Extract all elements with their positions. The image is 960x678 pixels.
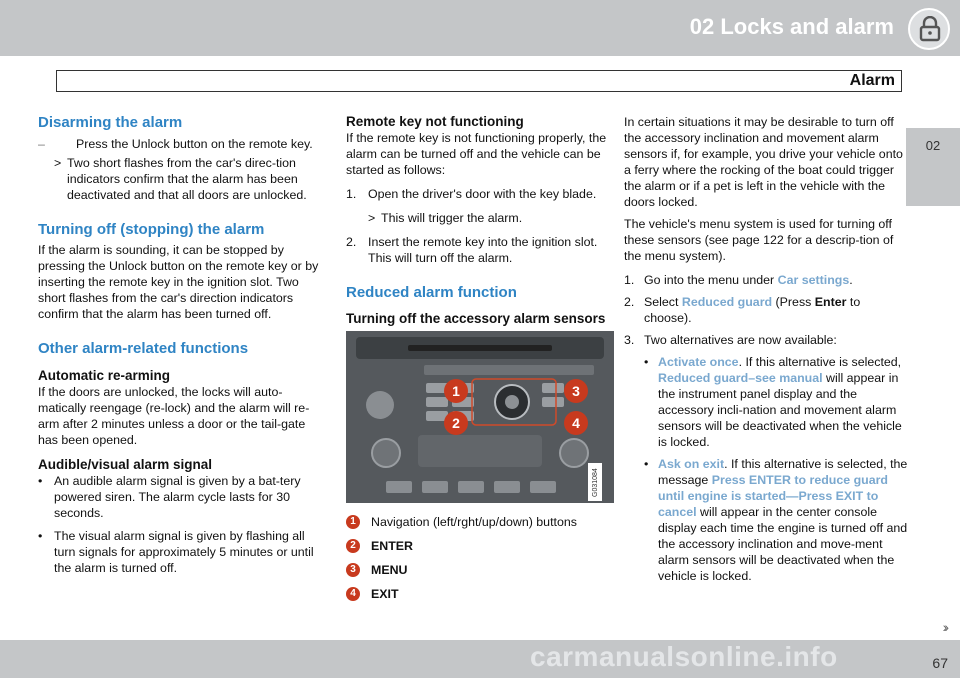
side-tab-label: 02 xyxy=(925,138,941,153)
figure-legend xyxy=(346,510,618,606)
bullet-marker: • xyxy=(644,457,649,471)
activate-once-label: Activate once xyxy=(658,355,739,369)
car-settings-menu-item: Car settings xyxy=(777,273,850,287)
remote-step-1-text: Open the driver's door with the key blade. xyxy=(368,187,597,201)
callout-3: 3 xyxy=(564,379,588,403)
option-text: will appear in the center console display each time the engine is turned off and the accessory inclination and move-ment alarm sensors will be deactivated when the vehicle is locked. xyxy=(658,505,908,583)
option-text: will appear in the instrument panel display and the accessory incli-nation and movement alarm sensors will be deactivated when the vehicle is locked. xyxy=(658,371,902,449)
menu-step-2-text xyxy=(644,294,910,326)
remote-step-2-text: Insert the remote key into the ignition slot. This will turn off the alarm. xyxy=(368,235,598,265)
signal-bullet-2 xyxy=(38,528,322,576)
press-enter-message: Press ENTER to reduce guard until engine is started—Press EXIT to cancel xyxy=(658,473,889,519)
reduced-guard-message: Reduced guard–see manual xyxy=(658,371,823,385)
legend-text: MENU xyxy=(371,563,408,577)
callout-4: 4 xyxy=(564,411,588,435)
heading-reduced-alarm: Reduced alarm function xyxy=(346,284,517,301)
legend-item xyxy=(346,510,618,534)
column-3 xyxy=(624,114,910,584)
legend-item xyxy=(346,558,618,582)
dash-marker: – xyxy=(38,137,45,151)
remote-step-1-result xyxy=(346,210,618,226)
legend-badge: 4 xyxy=(346,587,360,601)
bullet-marker: • xyxy=(38,529,43,543)
result-marker: > xyxy=(54,156,62,170)
signal-bullet-1 xyxy=(38,473,322,521)
heading-remote-key: Remote key not functioning xyxy=(346,114,524,129)
signal-bullet-2-text: The visual alarm signal is given by flashing all turn signals for approximately 5 minutes or until the alarm is turned off. xyxy=(54,529,314,575)
result-marker: > xyxy=(368,211,376,225)
center-console-figure xyxy=(346,331,614,503)
chapter-side-tab xyxy=(906,128,960,206)
column-1 xyxy=(38,114,322,576)
remote-step-2 xyxy=(346,234,618,266)
heading-disarming: Disarming the alarm xyxy=(38,114,183,131)
legend-text: Navigation (left/rght/up/down) buttons xyxy=(371,515,577,529)
bullet-marker: • xyxy=(644,355,649,369)
remote-intro: If the remote key is not functioning properly, the alarm can be turned off and the vehicle can be started as follows: xyxy=(346,131,607,177)
step-number: 1. xyxy=(624,273,635,287)
padlock-icon xyxy=(919,16,941,42)
section-bar xyxy=(56,70,902,92)
next-page-arrows: ›› xyxy=(942,619,946,635)
remote-step-1 xyxy=(346,186,618,202)
option-text: . If this alternative is selected, xyxy=(738,355,902,369)
page-number: 67 xyxy=(932,655,948,671)
rearm-text: If the doors are unlocked, the locks will auto-matically reengage (re-lock) and the alarm will re-arm after 2 minutes unless a door or the tail-gate has been opened. xyxy=(38,385,310,447)
signal-bullet-1-text: An audible alarm signal is given by a bat-tery powered siren. The alarm cycle lasts for 30 seconds. xyxy=(54,474,301,520)
legend-item xyxy=(346,582,618,606)
option-ask-on-exit-text xyxy=(658,456,910,584)
menu-step-3-text: Two alternatives are now available: xyxy=(644,333,837,347)
remote-step-1-result-text: This will trigger the alarm. xyxy=(381,211,523,225)
enter-key-label: Enter xyxy=(814,295,847,309)
legend-text: ENTER xyxy=(371,539,413,553)
lock-badge xyxy=(908,8,950,50)
step-text: (Press xyxy=(772,295,815,309)
heading-alarm-signal: Audible/visual alarm signal xyxy=(38,457,213,472)
option-activate-once xyxy=(624,354,910,450)
heading-accessory-sensors: Turning off the accessory alarm sensors xyxy=(346,311,606,326)
legend-badge: 1 xyxy=(346,515,360,529)
legend-badge: 3 xyxy=(346,563,360,577)
disarm-result-text: Two short flashes from the car's direc-tion indicators confirm that the alarm has been deactivated and that all doors are unlocked. xyxy=(67,156,307,202)
menu-step-1-text xyxy=(644,272,853,288)
disarm-step-text: Press the Unlock button on the remote key. xyxy=(76,137,313,151)
option-ask-on-exit xyxy=(624,456,910,584)
heading-other-functions: Other alarm-related functions xyxy=(38,340,249,357)
bullet-marker: • xyxy=(38,474,43,488)
column-2 xyxy=(346,114,618,606)
step-number: 2. xyxy=(346,235,357,249)
reduced-guard-menu-item: Reduced guard xyxy=(681,295,773,309)
menu-step-1 xyxy=(624,272,910,288)
step-text: Select xyxy=(644,295,682,309)
option-activate-once-text xyxy=(658,354,910,450)
heading-turning-off: Turning off (stopping) the alarm xyxy=(38,221,265,238)
step-number: 1. xyxy=(346,187,357,201)
ask-on-exit-label: Ask on exit xyxy=(658,457,725,471)
step-text: Go into the menu under xyxy=(644,273,778,287)
menu-step-3 xyxy=(624,332,910,348)
option-text: . If this alternative is selected, the message xyxy=(658,457,908,487)
heading-auto-rearm: Automatic re-arming xyxy=(38,368,171,383)
chapter-title: 02 Locks and alarm xyxy=(689,14,894,39)
step-text: to choose). xyxy=(644,295,861,325)
callout-1: 1 xyxy=(444,379,468,403)
section-title: Alarm xyxy=(849,72,895,89)
disarm-step xyxy=(38,136,322,152)
disarm-result xyxy=(38,155,322,203)
step-number: 2. xyxy=(624,295,635,309)
watermark: carmanualsonline.info xyxy=(530,641,838,672)
legend-text: EXIT xyxy=(371,587,399,601)
intro-paragraph-1: In certain situations it may be desirable to turn off the accessory inclination and movement alarm sensors if, for example, you drive your vehicle onto a ferry where the rocking of the boat could trigger the alarm or if a pet is left in the vehicle with the doors locked. xyxy=(624,115,903,209)
intro-paragraph-2: The vehicle's menu system is used for turning off these sensors (see page 122 for a descrip-tion of the menu system). xyxy=(624,217,894,263)
callout-2: 2 xyxy=(444,411,468,435)
menu-step-2 xyxy=(624,294,910,326)
legend-badge: 2 xyxy=(346,539,360,553)
turnoff-text: If the alarm is sounding, it can be stopped by pressing the Unlock button on the remote key or by inserting the remote key in the ignition slot. Two short flashes from the car's direction indicators confirm that the alarm has been turned off. xyxy=(38,243,319,321)
step-text: . xyxy=(849,273,853,287)
step-number: 3. xyxy=(624,333,635,347)
legend-item xyxy=(346,534,618,558)
figure-code: G031084 xyxy=(592,468,599,498)
